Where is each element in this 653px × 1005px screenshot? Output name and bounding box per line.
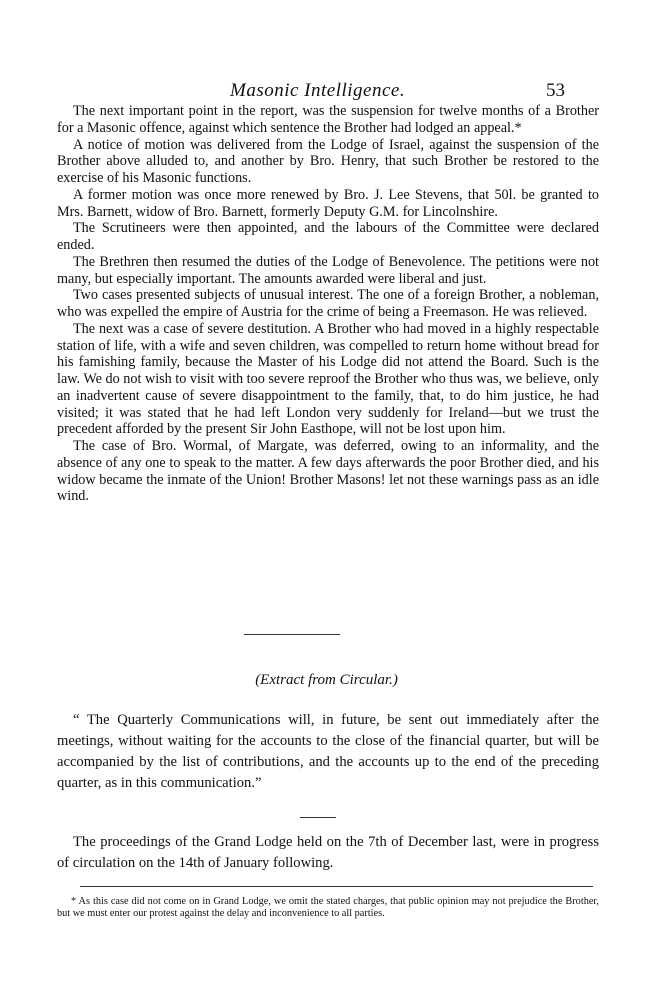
paragraph: The case of Bro. Wormal, of Margate, was deferred, owing to an informality, and the absence of any one to speak to the matter. A few days afterwards the poor Brother died, and his widow became the inmate of the Union! Brother Masons! let not these warnings pass as an idle wind. [57, 438, 599, 505]
footnote-text: * As this case did not come on in Grand Lodge, we omit the stated charges, that public opinion may not prejudice the Brother, but we must enter our protest against the delay and inconvenience to all parties. [57, 896, 599, 919]
page-header [0, 80, 653, 104]
paragraph: The Brethren then resumed the duties of the Lodge of Benevolence. The petitions were not many, but especially important. The amounts awarded were liberal and just. [57, 253, 599, 287]
closing-text: The proceedings of the Grand Lodge held on the 7th of December last, were in progress of circulation on the 14th of January following. [57, 834, 599, 871]
quote-text: “ The Quarterly Communications will, in future, be sent out immediately after the meetings, without waiting for the accounts to the close of the financial quarter, but will be accompanied by the list of contributions, and the accounts up to the end of the preceding quarter, as in this communication.” [57, 712, 599, 791]
closing-paragraph [57, 832, 599, 874]
footnote [57, 896, 599, 920]
paragraph: A former motion was once more renewed by Bro. J. Lee Stevens, that 50l. be granted to Mrs. Barnett, widow of Bro. Barnett, formerly Deputy G.M. for Lincolnshire. [57, 186, 599, 220]
extract-heading: (Extract from Circular.) [255, 672, 398, 688]
short-divider [300, 817, 336, 818]
article-body [57, 103, 599, 505]
paragraph: The Scrutineers were then appointed, and the labours of the Committee were declared ended. [57, 220, 599, 253]
paragraph: The next important point in the report, was the suspension for twelve months of a Brother for a Masonic offence, against which sentence the Brother had lodged an appeal.* [57, 103, 599, 136]
page-number: 53 [546, 80, 565, 101]
paragraph: A notice of motion was delivered from the Lodge of Israel, against the suspension of the Brother above alluded to, and another by Bro. Henry, that such Brother be restored to the exercise of his Masonic functions. [57, 136, 599, 186]
paragraph: The next was a case of severe destitution. A Brother who had moved in a highly respectable station of life, with a wife and seven children, was compelled to return home without bread for his famishing family, because the Master of his Lodge did not attend the Board. Such is the law. We do not wish to visit with too severe reproof the Brother who thus was, we believe, only an inadvertent cause of severe disappointment to the family, that, to do him justice, he had visited; it was stated that he had left London very suddenly for Ireland—but we trust the precedent afforded by the present Sir John Easthope, will not be lost upon him. [57, 320, 599, 438]
footnote-rule [80, 886, 593, 887]
section-divider [244, 634, 340, 635]
running-title: Masonic Intelligence. [230, 80, 406, 101]
paragraph: Two cases presented subjects of unusual interest. The one of a foreign Brother, a nobleman, who was expelled the empire of Austria for the crime of being a Freemason. He was relieved. [57, 287, 599, 320]
circular-quote [57, 710, 599, 794]
